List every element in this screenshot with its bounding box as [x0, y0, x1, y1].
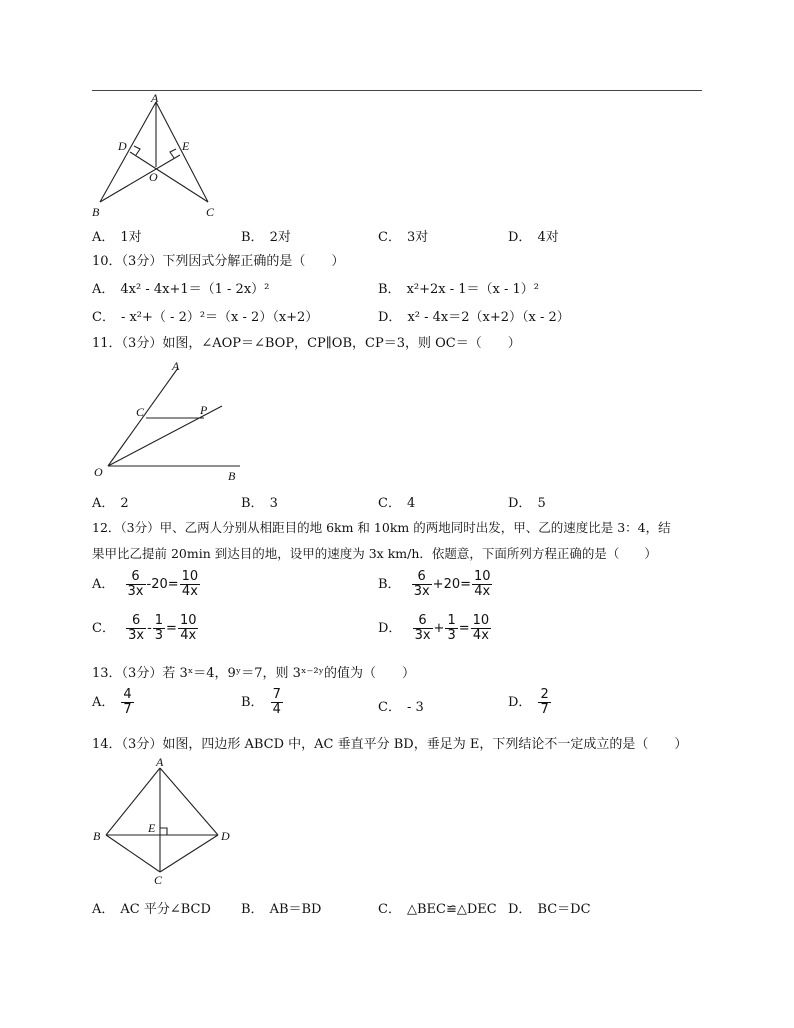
option-label: D．: [378, 310, 402, 325]
fraction: [472, 570, 493, 599]
fraction: [153, 614, 165, 643]
option-text: △BEC≌△DEC: [406, 902, 497, 917]
operator: +: [433, 621, 445, 636]
q9-label-a: A: [151, 92, 159, 105]
q11-label-b: B: [228, 469, 236, 483]
q13-option-a[interactable]: [92, 688, 135, 717]
option-label: A．: [92, 902, 115, 917]
option-label: D．: [508, 496, 532, 511]
option-label: D．: [508, 695, 532, 710]
option-label: C．: [378, 230, 401, 245]
q12-option-b[interactable]: [378, 570, 494, 599]
q9-right-angle-e: [170, 149, 176, 158]
fraction: [178, 614, 199, 643]
q9-label-o: O: [149, 170, 158, 184]
numerator: 1: [447, 613, 456, 628]
operator: =: [166, 621, 177, 636]
q9-label-e: E: [182, 139, 190, 153]
q11-option-c[interactable]: [378, 492, 415, 511]
fraction: [413, 614, 433, 643]
q14-side-dc: [160, 835, 218, 872]
option-text: 5: [537, 496, 546, 511]
q11-option-b[interactable]: [241, 492, 278, 511]
q12-stem-line2: 果甲比乙提前 20min 到达目的地，设甲的速度为 3x km/h．依题意，下面所列方程正确的是（ ）: [92, 546, 657, 561]
fraction: [121, 688, 133, 717]
q12-stem-line1: 12．（3分）甲、乙两人分别从相距目的地 6km 和 10km 的两地同时出发，甲、乙的速度比是 3：4，结: [92, 520, 671, 535]
numerator: 6: [131, 569, 140, 584]
option-text: AB＝BD: [269, 902, 322, 917]
q11-figure: [90, 358, 250, 484]
fraction: [471, 614, 492, 643]
numerator: 1: [154, 613, 164, 628]
option-label: B．: [241, 695, 264, 710]
fraction: [538, 688, 550, 717]
q14-right-angle-e: [160, 828, 167, 835]
option-text: x² - 4x＝2（x+2）（x - 2）: [407, 310, 570, 325]
option-label: A．: [92, 282, 115, 297]
option-text: 3: [269, 496, 278, 511]
q11-option-d[interactable]: [508, 492, 546, 511]
denominator: 4: [272, 702, 281, 717]
option-label: D．: [378, 621, 402, 636]
q9-line-bo-e: [100, 155, 180, 202]
q9-option-a[interactable]: [92, 226, 142, 245]
q11-label-a: A: [172, 359, 180, 373]
q11-stem: 11．（3分）如图，∠AOP＝∠BOP，CP∥OB，CP＝3，则 OC＝（ ）: [92, 336, 521, 351]
numerator: 7: [272, 687, 281, 702]
q14-option-d[interactable]: [508, 898, 591, 917]
option-label: D．: [508, 230, 532, 245]
denominator: 3x: [414, 628, 431, 643]
option-text: - 3: [406, 700, 424, 715]
numerator: 2: [540, 687, 549, 702]
q9-option-d[interactable]: [508, 226, 559, 245]
q9-figure: [90, 92, 230, 220]
operator: +20=: [432, 577, 471, 592]
fraction: [271, 688, 283, 717]
fraction: [412, 570, 432, 599]
q12-option-c[interactable]: [92, 614, 200, 643]
q10-stem: 10．（3分）下列因式分解正确的是（ ）: [92, 254, 345, 269]
header-rule: [92, 90, 702, 91]
fraction: [126, 570, 146, 599]
option-text: 4x² - 4x+1＝（1 - 2x）²: [120, 282, 270, 297]
denominator: 4x: [180, 628, 197, 643]
option-label: A．: [92, 695, 115, 710]
denominator: 7: [123, 702, 132, 717]
denominator: 3x: [413, 584, 430, 599]
q9-line-ab: [100, 102, 156, 202]
q13-option-d[interactable]: [508, 688, 552, 717]
q10-option-b[interactable]: [378, 278, 539, 297]
q13-stem: 13．（3分）若 3ˣ＝4，9ʸ＝7，则 3ˣ⁻²ʸ的值为（ ）: [92, 666, 416, 681]
numerator: 10: [179, 613, 197, 628]
numerator: 10: [181, 569, 199, 584]
operator: -20=: [146, 577, 179, 592]
denominator: 3x: [128, 628, 145, 643]
denominator: 7: [540, 702, 549, 717]
denominator: 3: [447, 628, 456, 643]
option-label: B．: [241, 902, 264, 917]
option-text: 4对: [537, 230, 559, 245]
q14-label-e: E: [148, 821, 156, 835]
q10-option-d[interactable]: [378, 306, 570, 325]
option-text: - x²+（ - 2）²＝（x - 2）（x+2）: [120, 310, 319, 325]
q9-label-d: D: [118, 139, 127, 153]
q14-side-ad: [160, 768, 218, 835]
q11-option-a[interactable]: [92, 492, 129, 511]
q14-label-b: B: [93, 829, 101, 843]
option-label: C．: [378, 496, 401, 511]
numerator: 10: [474, 569, 491, 584]
denominator: 3: [154, 628, 164, 643]
fraction: [445, 614, 457, 643]
denominator: 3x: [127, 584, 144, 599]
option-label: C．: [378, 700, 401, 715]
operator: =: [458, 621, 470, 636]
q12-option-a[interactable]: [92, 570, 201, 599]
option-label: C．: [92, 310, 115, 325]
numerator: 4: [123, 687, 132, 702]
option-text: 2: [120, 496, 129, 511]
numerator: 6: [131, 613, 141, 628]
option-label: C．: [92, 621, 115, 636]
option-text: x²+2x - 1＝（x - 1）²: [406, 282, 540, 297]
q14-label-a: A: [156, 756, 164, 769]
q14-label-c: C: [154, 873, 163, 887]
option-text: AC 平分∠BCD: [120, 902, 211, 917]
numerator: 6: [417, 569, 426, 584]
q14-side-bc: [106, 835, 160, 872]
q9-right-angle-d: [134, 146, 140, 155]
fraction: [126, 614, 146, 643]
option-label: A．: [92, 577, 115, 592]
q12-option-d[interactable]: [378, 614, 492, 643]
operator: -: [147, 621, 152, 636]
denominator: 4x: [181, 584, 198, 599]
denominator: 4x: [472, 628, 489, 643]
q10-option-a[interactable]: [92, 278, 269, 297]
q11-label-p: P: [200, 403, 208, 417]
option-label: A．: [92, 230, 115, 245]
q11-label-o: O: [94, 465, 103, 479]
fraction: [180, 570, 201, 599]
q9-option-c[interactable]: [378, 226, 428, 245]
option-label: A．: [92, 496, 115, 511]
option-label: B．: [241, 496, 264, 511]
option-label: B．: [378, 577, 401, 592]
q14-option-b[interactable]: [241, 898, 321, 917]
numerator: 6: [418, 613, 427, 628]
option-text: 3对: [406, 230, 429, 245]
option-text: 2对: [269, 230, 291, 245]
q9-label-b: B: [92, 205, 100, 219]
option-text: BC＝DC: [537, 902, 591, 917]
q14-stem: 14．（3分）如图，四边形 ABCD 中，AC 垂直平分 BD，垂足为 E，下列结论不一定成立的是（ ）: [92, 737, 688, 752]
q14-option-c[interactable]: [378, 898, 497, 917]
q13-option-b[interactable]: [241, 688, 284, 717]
option-label: D．: [508, 902, 532, 917]
option-text: 4: [406, 496, 416, 511]
option-label: B．: [241, 230, 264, 245]
q9-label-c: C: [206, 205, 215, 219]
option-label: B．: [378, 282, 401, 297]
option-text: 1对: [120, 230, 142, 245]
denominator: 4x: [474, 584, 491, 599]
q13-option-c[interactable]: [378, 696, 424, 715]
q14-label-d: D: [221, 829, 230, 843]
q14-option-a[interactable]: [92, 898, 211, 917]
numerator: 10: [472, 613, 490, 628]
q11-label-c: C: [136, 405, 145, 419]
q14-figure: [90, 756, 240, 888]
option-label: C．: [378, 902, 401, 917]
q9-option-b[interactable]: [241, 226, 291, 245]
q10-option-c[interactable]: [92, 306, 318, 325]
